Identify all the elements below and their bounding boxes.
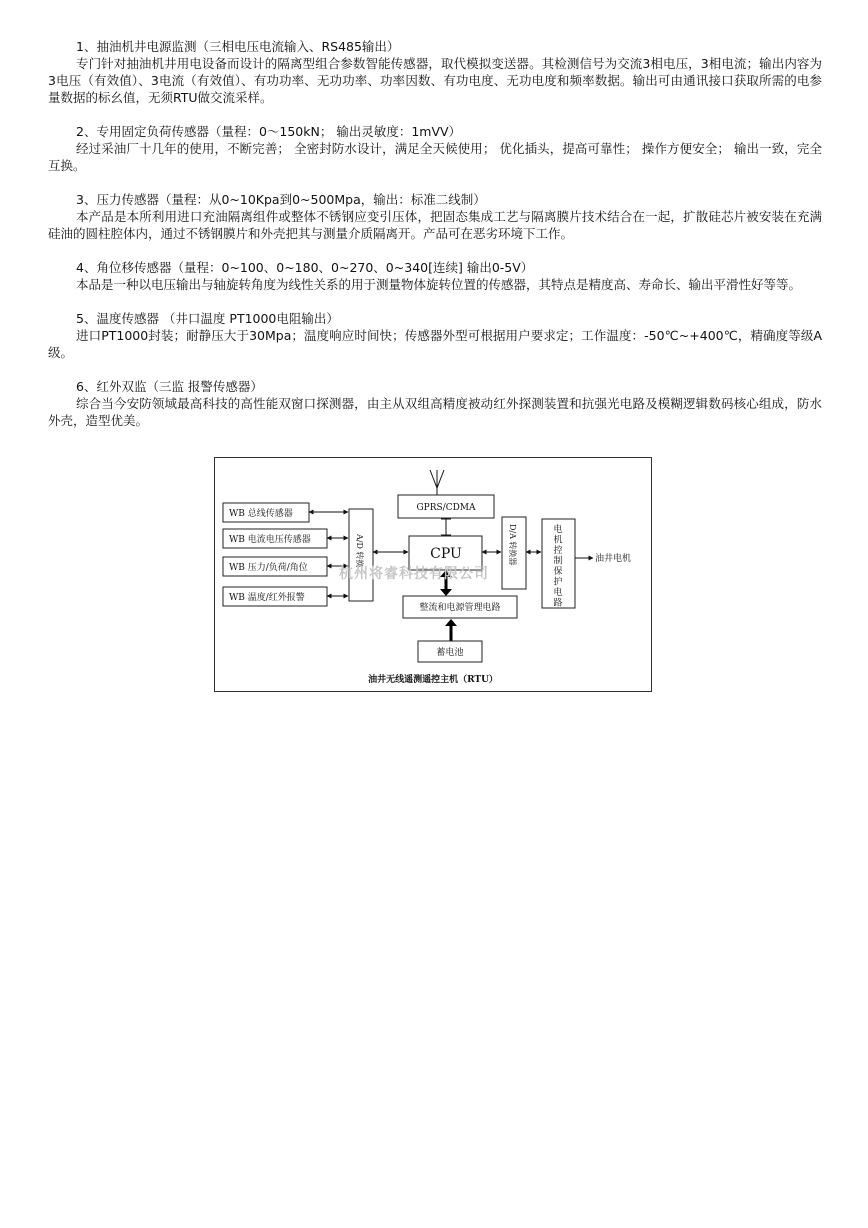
section-pressure-sensor <box>48 191 822 242</box>
power-management-box <box>403 596 517 618</box>
motor-control-box <box>542 519 575 609</box>
section-temperature-sensor <box>48 310 822 361</box>
section-power-monitoring <box>48 38 822 106</box>
ad-converter-box <box>349 509 373 601</box>
document-body <box>48 38 822 446</box>
section-body: 进口PT1000封装；耐静压大于30Mpa；温度响应时间快；传感器外型可根据用户要求定；工作温度：-50℃~+400℃，精确度等级A级。 <box>48 328 822 360</box>
section-load-sensor <box>48 123 822 174</box>
ad-converter-label: A/D 转换 <box>355 534 364 568</box>
section-title: 5、温度传感器 （井口温度 PT1000电阻输出） <box>76 311 339 326</box>
diagram-caption: 油井无线遥测遥控主机（RTU） <box>368 675 498 685</box>
section-body: 本产品是本所利用进口充油隔离组件或整体不锈钢应变引压体，把固态集成工艺与隔离膜片技术结合在一起，扩散硅芯片被安装在充满硅油的圆柱腔体内，通过不锈钢膜片和外壳把其与测量介质隔离开。产品可在恶劣环境下工作。 <box>48 209 822 241</box>
motor-control-label <box>553 523 562 609</box>
sensor-box-current-voltage <box>223 529 327 548</box>
da-converter-label: D/A 转换器 <box>508 524 517 566</box>
section-title: 1、抽油机井电源监测（三相电压电流输入、RS485输出） <box>76 39 400 54</box>
sensor-label: WB 压力/负荷/角位 <box>229 563 308 573</box>
motor-control-char: 制 <box>553 556 563 567</box>
section-infrared-monitor <box>48 378 822 429</box>
company-watermark: 杭州将睿科技有限公司 <box>339 566 489 582</box>
motor-control-char: 电 <box>553 525 563 535</box>
gprs-cpu-link <box>441 518 451 536</box>
sensor-label: WB 电流电压传感器 <box>229 535 311 545</box>
cpu-label: CPU <box>430 546 462 562</box>
power-management-label: 整流和电源管理电路 <box>419 603 501 613</box>
section-title: 4、角位移传感器（量程：0~100、0~180、0~270、0~340[连续] 输出0-5V） <box>76 260 534 275</box>
section-title: 2、专用固定负荷传感器（量程：0～150kN； 输出灵敏度：1mVV） <box>76 124 462 139</box>
battery-box <box>418 641 482 662</box>
section-body: 综合当今安防领域最高科技的高性能双窗口探测器，由主从双组高精度被动红外探测装置和抗强光电路及模糊逻辑数码核心组成，防水外壳，造型优美。 <box>48 396 822 428</box>
motor-control-char: 路 <box>553 598 563 609</box>
section-title: 6、红外双监（三监 报警传感器） <box>76 379 263 394</box>
gprs-cdma-label: GPRS/CDMA <box>416 503 476 513</box>
sensor-box-temperature-infrared <box>223 587 327 606</box>
battery-label: 蓄电池 <box>436 648 464 658</box>
section-body: 经过采油厂十几年的使用，不断完善； 全密封防水设计，满足全天候使用； 优化插头，提高可靠性； 操作方便安全； 输出一致，完全互换。 <box>48 141 822 173</box>
oil-well-motor-label: 油井电机 <box>595 554 632 564</box>
battery-power-link <box>445 619 457 641</box>
da-converter-box <box>502 517 526 589</box>
section-title: 3、压力传感器（量程：从0~10Kpa到0~500Mpa，输出：标准二线制） <box>76 192 486 207</box>
rtu-block-diagram <box>214 457 652 692</box>
section-body: 专门针对抽油机井用电设备而设计的隔离型组合参数智能传感器，取代模拟变送器。其检测信号为交流3相电压，3相电流；输出内容为3电压（有效值）、3电流（有效值）、有功功率、无功功率、功率因数、有功电度、无功电度和频率数据。输出可由通讯接口获取所需的电参量数据的标幺值，无须RTU做交流采样。 <box>48 56 822 105</box>
sensor-to-ad-arrows <box>309 512 348 596</box>
sensor-box-bus <box>223 503 309 522</box>
sensor-label: WB 温度/红外报警 <box>229 593 305 603</box>
rtu-diagram-svg <box>215 458 651 691</box>
motor-control-char: 电 <box>553 588 563 598</box>
antenna-icon <box>430 470 444 495</box>
section-body: 本品是一种以电压输出与轴旋转角度为线性关系的用于测量物体旋转位置的传感器，其特点是精度高、寿命长、输出平滑性好等等。 <box>76 277 802 292</box>
motor-control-char: 控 <box>553 546 563 556</box>
motor-control-char: 机 <box>553 535 563 546</box>
cpu-box <box>409 536 482 570</box>
sensor-box-pressure-load-angle <box>223 557 327 576</box>
motor-control-char: 护 <box>553 577 563 588</box>
section-angle-sensor <box>48 259 822 293</box>
gprs-cdma-box <box>398 495 494 518</box>
sensor-label: WB 总线传感器 <box>229 509 293 519</box>
motor-control-char: 保 <box>553 567 563 577</box>
